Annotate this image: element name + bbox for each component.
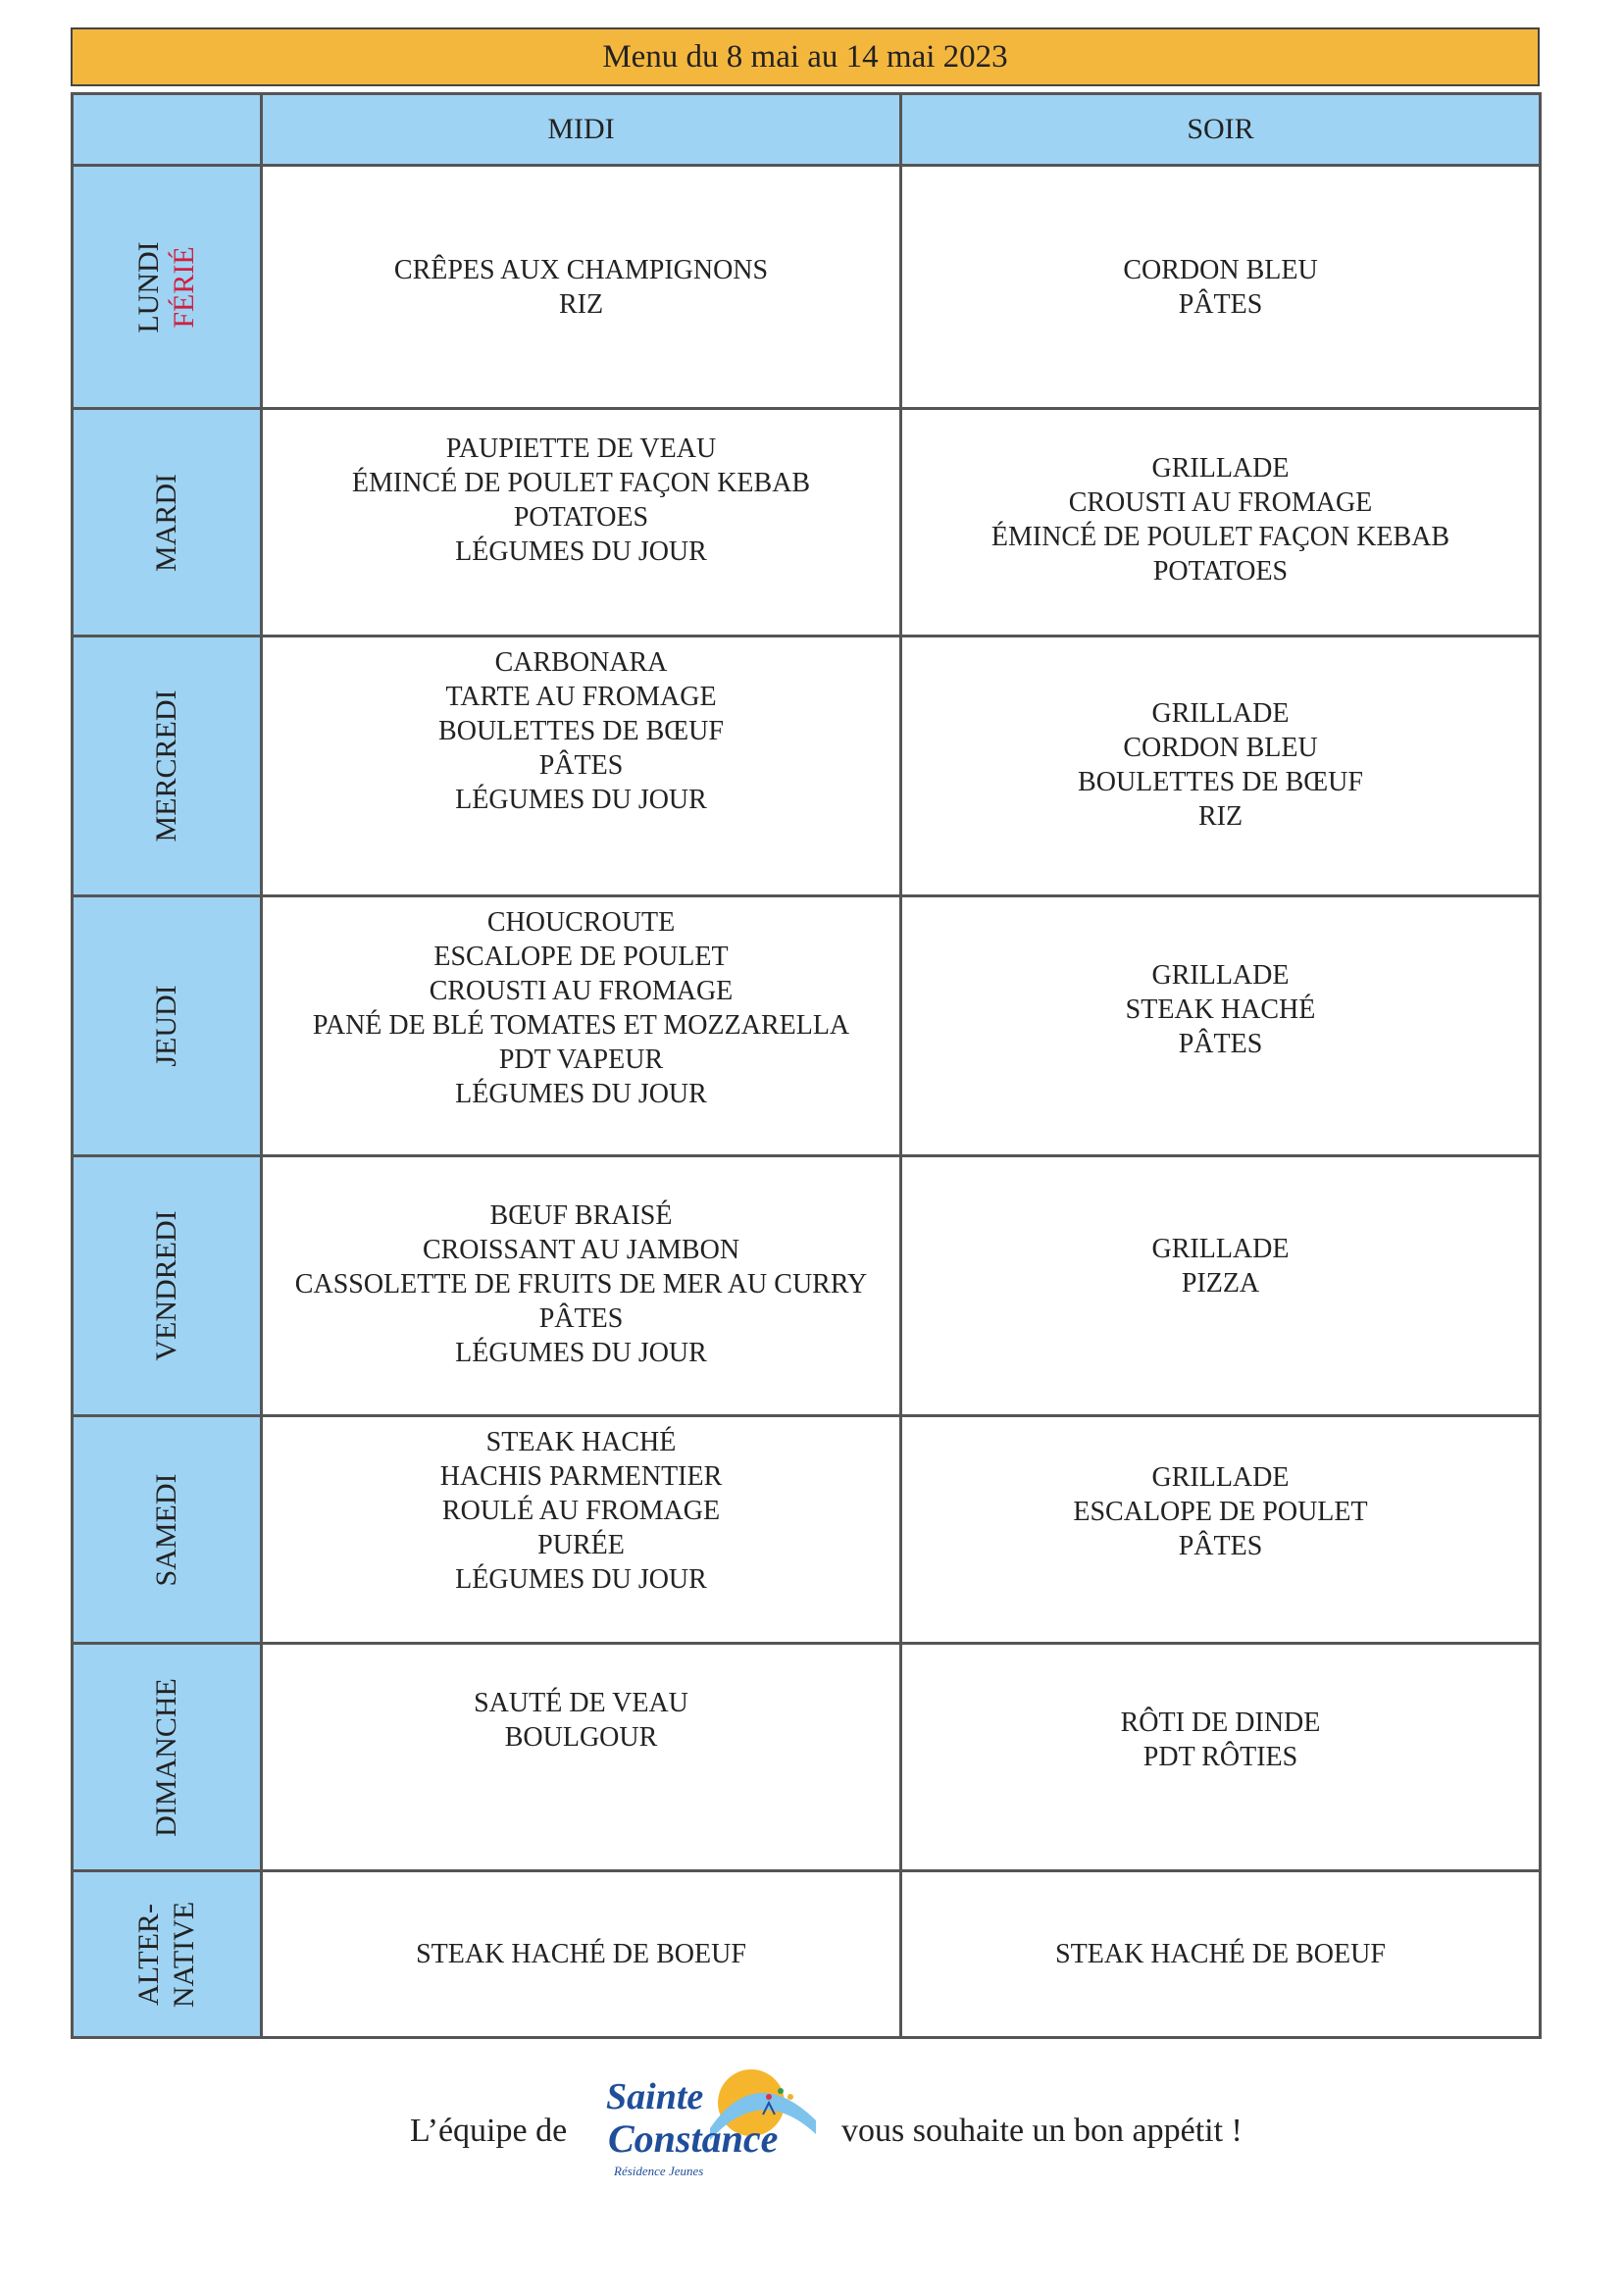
- day-label: LUNDI: [132, 240, 165, 333]
- dish: STEAK HACHÉ DE BOEUF: [416, 1939, 746, 1969]
- footer-text-before: L’équipe de: [410, 2113, 568, 2149]
- dish: CROISSANT AU JAMBON: [422, 1235, 740, 1265]
- dish: LÉGUMES DU JOUR: [455, 1079, 707, 1109]
- dish: CARBONARA: [494, 647, 668, 678]
- holiday-note: FÉRIÉ: [168, 245, 200, 329]
- midi-cell: [262, 409, 901, 637]
- dish: ROULÉ AU FROMAGE: [441, 1496, 721, 1526]
- logo-line1: Sainte: [606, 2076, 704, 2117]
- table-row: [73, 637, 1541, 896]
- menu-title: Menu du 8 mai au 14 mai 2023: [71, 27, 1540, 86]
- soir-cell: [901, 166, 1541, 409]
- dish: GRILLADE: [1151, 1234, 1290, 1264]
- day-label-cell: [73, 409, 262, 637]
- soir-cell: [901, 1871, 1541, 2038]
- day-label: JEUDI: [150, 985, 182, 1067]
- soir-cell: [901, 637, 1541, 896]
- dish: STEAK HACHÉ DE BOEUF: [1055, 1939, 1386, 1969]
- dish: BOULETTES DE BŒUF: [1078, 767, 1363, 797]
- dish: RIZ: [558, 289, 604, 320]
- table-row: [73, 166, 1541, 409]
- dish: PÂTES: [1178, 1029, 1263, 1059]
- dish: LÉGUMES DU JOUR: [455, 1338, 707, 1368]
- dish: TARTE AU FROMAGE: [445, 682, 717, 712]
- day-label-cell: [73, 1871, 262, 2038]
- dish: PÂTES: [538, 1303, 624, 1334]
- dish: LÉGUMES DU JOUR: [455, 785, 707, 815]
- day-label: VENDREDI: [150, 1210, 182, 1361]
- day-label-cell: [73, 1644, 262, 1871]
- logo-line2: Constance: [608, 2116, 779, 2161]
- footer-text-after: vous souhaite un bon appétit !: [841, 2113, 1243, 2149]
- dish: PÂTES: [1178, 1531, 1263, 1561]
- midi-cell: [262, 896, 901, 1156]
- midi-cell: [262, 1416, 901, 1644]
- dish: GRILLADE: [1151, 698, 1290, 729]
- dish: CORDON BLEU: [1123, 255, 1318, 285]
- corner-cell: [73, 94, 262, 166]
- dish: GRILLADE: [1151, 960, 1290, 991]
- dish: PDT VAPEUR: [498, 1045, 664, 1075]
- midi-cell: [262, 637, 901, 896]
- table-row: [73, 1871, 1541, 2038]
- midi-cell: [262, 1156, 901, 1416]
- dish: CASSOLETTE DE FRUITS DE MER AU CURRY: [294, 1269, 868, 1300]
- footer: [0, 2065, 1624, 2183]
- dish: POTATOES: [513, 502, 649, 533]
- day-label-cell: [73, 896, 262, 1156]
- day-label-cell: [73, 1416, 262, 1644]
- dish: PURÉE: [537, 1530, 625, 1560]
- dish: CORDON BLEU: [1123, 733, 1318, 763]
- dish: RÔTI DE DINDE: [1120, 1708, 1321, 1738]
- soir-cell: [901, 409, 1541, 637]
- midi-cell: [262, 166, 901, 409]
- day-label-cell: [73, 637, 262, 896]
- midi-cell: [262, 1871, 901, 2038]
- dish: CRÊPES AUX CHAMPIGNONS: [393, 255, 769, 285]
- dish: BŒUF BRAISÉ: [489, 1200, 673, 1231]
- table-row: [73, 1644, 1541, 1871]
- dish: PDT RÔTIES: [1142, 1742, 1298, 1772]
- day-label: ALTER-: [132, 1903, 165, 2006]
- column-header-midi: MIDI: [262, 94, 901, 166]
- dish: PIZZA: [1181, 1268, 1260, 1299]
- day-label-cell: [73, 166, 262, 409]
- soir-cell: [901, 1416, 1541, 1644]
- day-label: MARDI: [150, 473, 182, 572]
- midi-cell: [262, 1644, 901, 1871]
- table-row: [73, 409, 1541, 637]
- dish: PANÉ DE BLÉ TOMATES ET MOZZARELLA: [312, 1010, 850, 1041]
- table-row: [73, 1156, 1541, 1416]
- day-label: SAMEDI: [150, 1472, 182, 1587]
- logo-subtitle: Résidence Jeunes: [614, 2164, 704, 2178]
- dish: SAUTÉ DE VEAU: [474, 1688, 688, 1718]
- soir-cell: [901, 1156, 1541, 1416]
- day-label: MERCREDI: [150, 689, 182, 842]
- dish: STEAK HACHÉ: [485, 1427, 677, 1457]
- day-label: DIMANCHE: [150, 1677, 182, 1837]
- menu-sheet: [71, 27, 1540, 2039]
- dish: ESCALOPE DE POULET: [1073, 1497, 1368, 1527]
- column-header-soir: SOIR: [901, 94, 1541, 166]
- dish: POTATOES: [1152, 556, 1289, 586]
- dish: BOULETTES DE BŒUF: [438, 716, 724, 746]
- dish: LÉGUMES DU JOUR: [455, 536, 707, 567]
- dish: RIZ: [1197, 801, 1243, 832]
- dish: PAUPIETTE DE VEAU: [445, 433, 717, 464]
- dish: BOULGOUR: [504, 1722, 658, 1753]
- dish: PÂTES: [1178, 289, 1263, 320]
- table-row: [73, 1416, 1541, 1644]
- dish: GRILLADE: [1151, 453, 1290, 484]
- dish: CHOUCROUTE: [486, 907, 676, 938]
- dish: STEAK HACHÉ: [1125, 994, 1316, 1025]
- dish: ÉMINCÉ DE POULET FAÇON KEBAB: [351, 468, 811, 498]
- dish: ÉMINCÉ DE POULET FAÇON KEBAB: [990, 522, 1450, 552]
- dish: ESCALOPE DE POULET: [433, 942, 729, 972]
- header-row: [73, 94, 1541, 166]
- dish: CROUSTI AU FROMAGE: [429, 976, 734, 1006]
- dish: PÂTES: [538, 750, 624, 781]
- table-row: [73, 896, 1541, 1156]
- dish: GRILLADE: [1151, 1462, 1290, 1493]
- day-label-cell: [73, 1156, 262, 1416]
- menu-table: [71, 92, 1542, 2039]
- day-label-second-line: NATIVE: [168, 1901, 200, 2008]
- soir-cell: [901, 1644, 1541, 1871]
- dish: CROUSTI AU FROMAGE: [1068, 487, 1373, 518]
- dish: LÉGUMES DU JOUR: [455, 1564, 707, 1595]
- dish: HACHIS PARMENTIER: [439, 1461, 723, 1492]
- sainte-constance-logo: [594, 2065, 826, 2183]
- soir-cell: [901, 896, 1541, 1156]
